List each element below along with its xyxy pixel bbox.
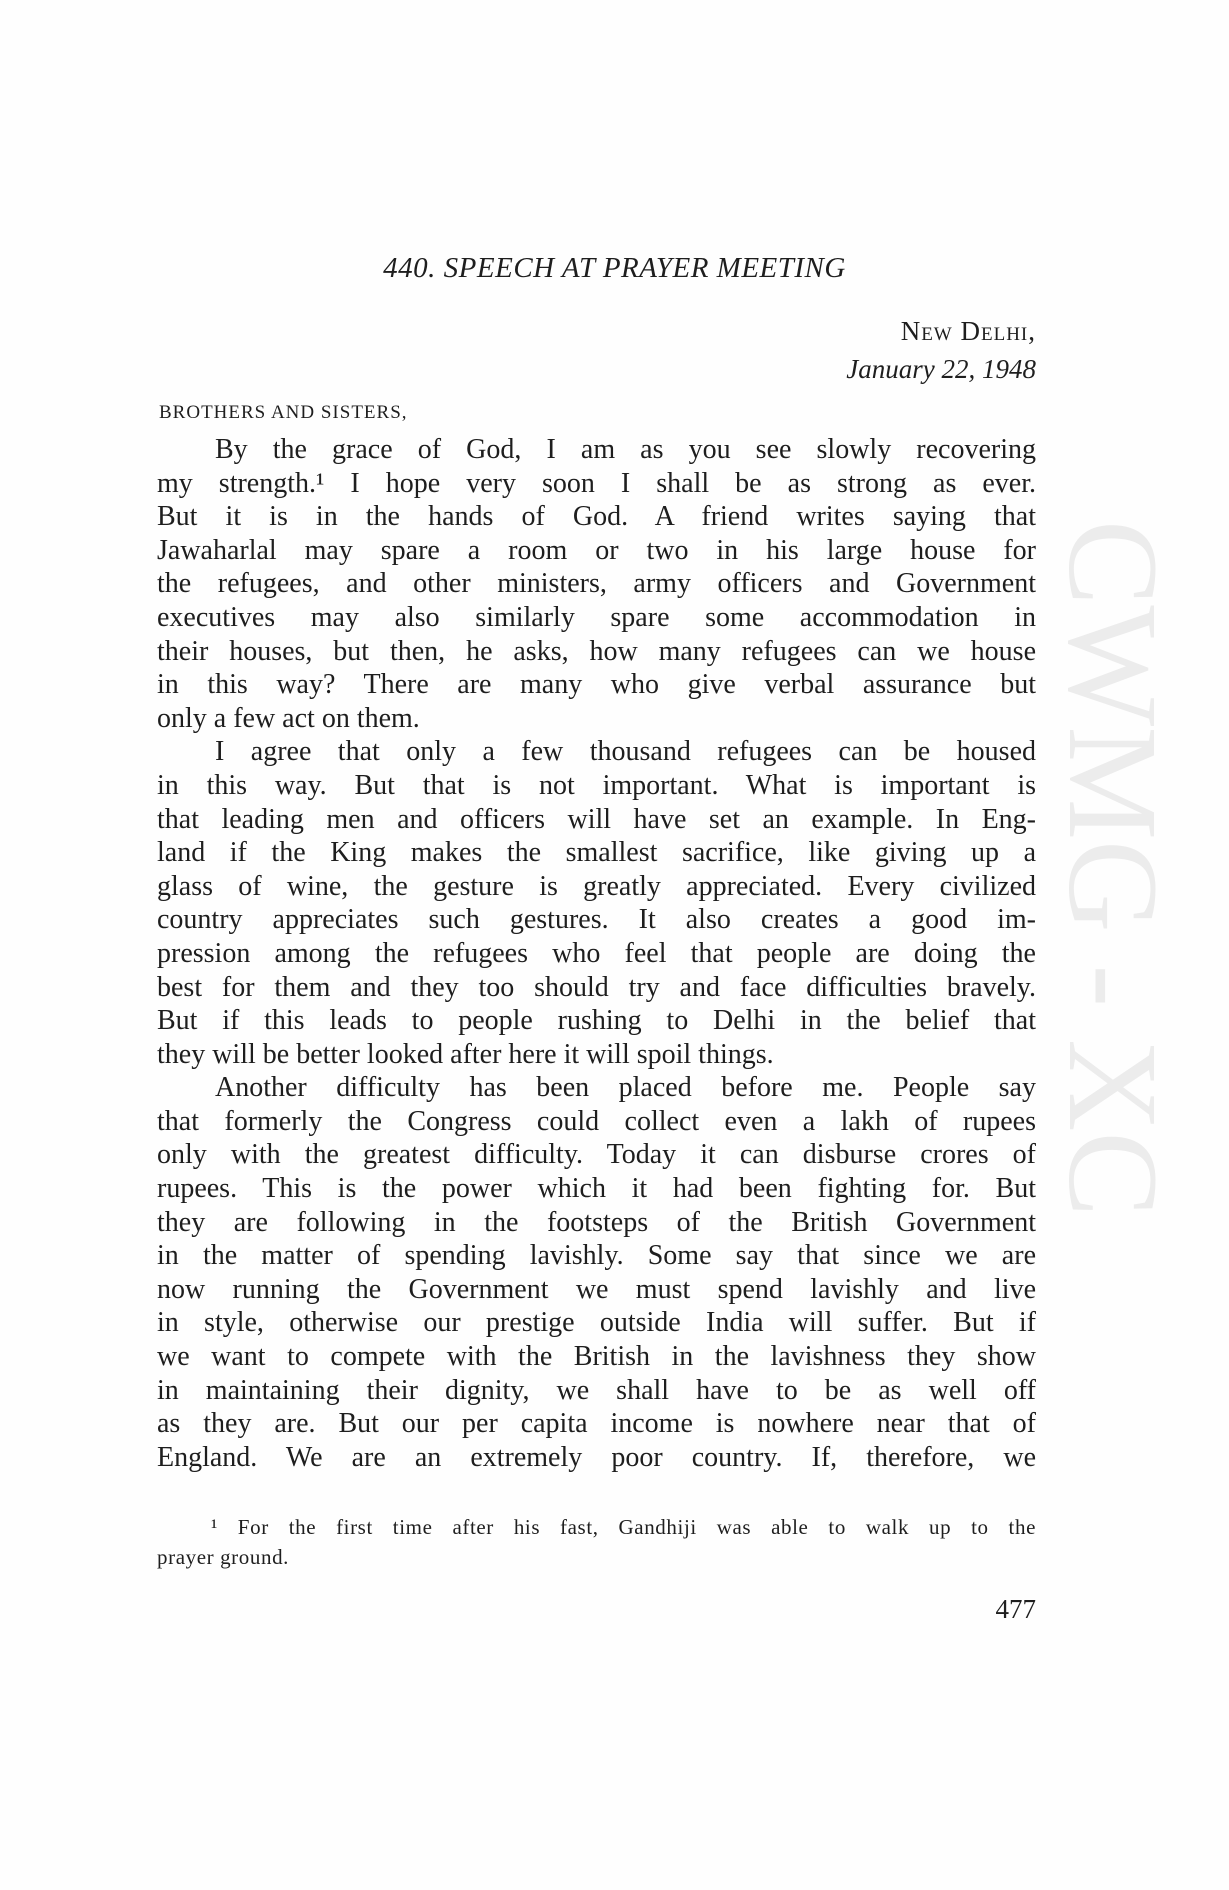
footnote: [157, 1512, 1036, 1572]
text-line: as they are. But our per capita income is nowhere near that of: [157, 1408, 1036, 1440]
text-line: their houses, but then, he asks, how many refugees can we house: [157, 635, 1036, 667]
text-line: now running the Government we must spend lavishly and live: [157, 1273, 1036, 1305]
watermark-text: CWMG - XC: [1050, 520, 1184, 1217]
text-line: glass of wine, the gesture is greatly appreciated. Every civilized: [157, 870, 1036, 902]
footnote-line: prayer ground.: [157, 1545, 290, 1569]
text-line: pression among the refugees who feel that people are doing the: [157, 937, 1036, 969]
text-line: only a few act on them.: [157, 702, 420, 734]
text-line: in this way. But that is not important. What is important is: [157, 769, 1036, 801]
text-line: rupees. This is the power which it had been fighting for. But: [157, 1173, 1036, 1205]
page-title: 440. SPEECH AT PRAYER MEETING: [383, 252, 846, 284]
text-line: in style, otherwise our prestige outside India will suffer. But if: [157, 1307, 1036, 1339]
text-line: Jawaharlal may spare a room or two in his large house for: [157, 534, 1036, 566]
text-line: the refugees, and other ministers, army officers and Government: [157, 568, 1036, 600]
speech-body: [157, 433, 1036, 1474]
text-line: they will be better looked after here it will spoil things.: [157, 1038, 774, 1070]
place-line: New Delhi,: [900, 316, 1036, 346]
date-line: January 22, 1948: [846, 354, 1036, 384]
page-number: 477: [995, 1594, 1036, 1624]
text-line: my strength.¹ I hope very soon I shall be as strong as ever.: [157, 467, 1036, 499]
salutation: BROTHERS AND SISTERS,: [159, 402, 408, 423]
text-line: Another difficulty has been placed before me. People say: [215, 1072, 1036, 1104]
dateline: [846, 312, 1036, 388]
text-line: executives may also similarly spare some accommodation in: [157, 601, 1036, 633]
text-line: By the grace of God, I am as you see slowly recovering: [215, 434, 1036, 465]
text-line: in maintaining their dignity, we shall have to be as well off: [157, 1374, 1036, 1406]
text-line: in this way? There are many who give verbal assurance but: [157, 669, 1036, 701]
text-line: they are following in the footsteps of the British Government: [157, 1206, 1036, 1238]
text-line: best for them and they too should try and face difficulties bravely.: [157, 971, 1036, 1003]
text-line: land if the King makes the smallest sacrifice, like giving up a: [157, 837, 1036, 869]
text-line: country appreciates such gestures. It also creates a good im-: [157, 904, 1036, 936]
text-line: we want to compete with the British in the lavishness they show: [157, 1341, 1036, 1373]
text-line: in the matter of spending lavishly. Some say that since we are: [157, 1240, 1036, 1272]
text-line: that formerly the Congress could collect even a lakh of rupees: [157, 1105, 1036, 1137]
text-line: I agree that only a few thousand refugees can be housed: [215, 736, 1036, 768]
text-line: England. We are an extremely poor country. If, therefore, we: [157, 1441, 1036, 1473]
text-line: But if this leads to people rushing to Delhi in the belief that: [157, 1005, 1036, 1037]
text-line: only with the greatest difficulty. Today it can disburse crores of: [157, 1139, 1036, 1171]
footnote-line: ¹ For the first time after his fast, Gandhiji was able to walk up to the: [211, 1515, 1036, 1539]
text-line: that leading men and officers will have set an example. In Eng-: [157, 803, 1036, 835]
watermark: [1050, 520, 1210, 1420]
text-line: But it is in the hands of God. A friend writes saying that: [157, 501, 1036, 533]
